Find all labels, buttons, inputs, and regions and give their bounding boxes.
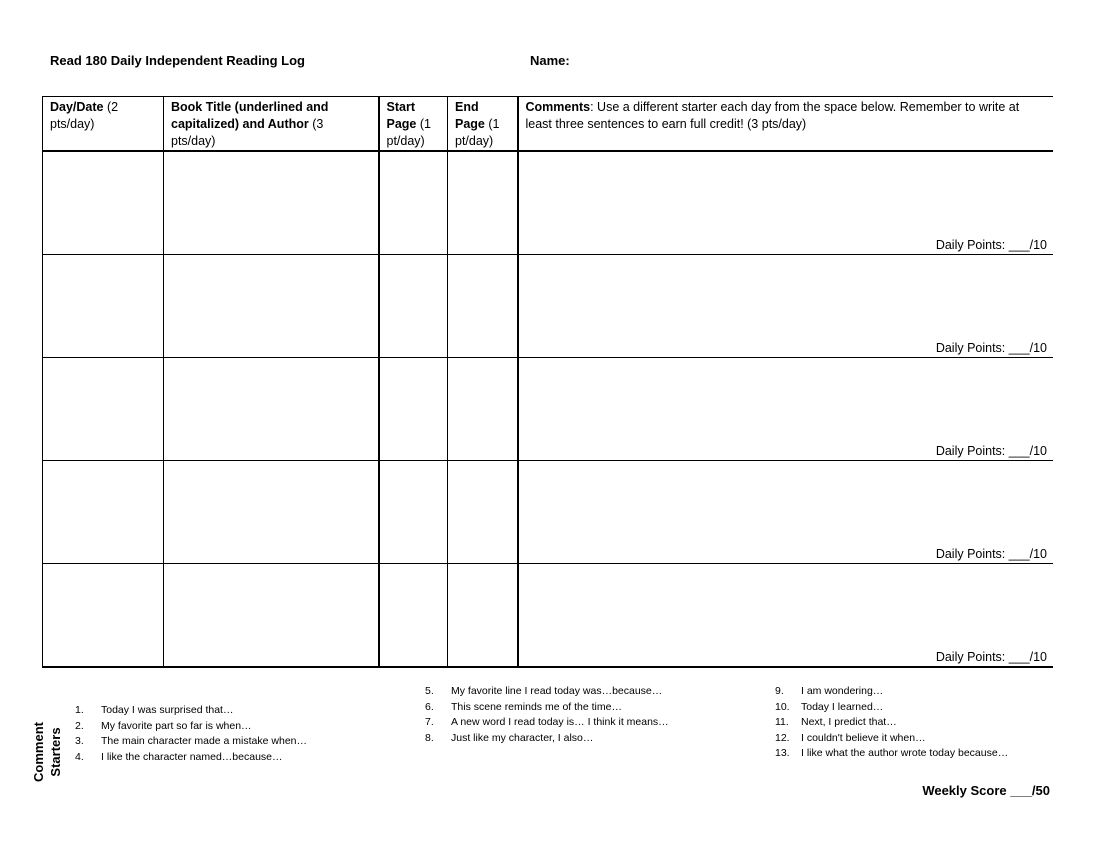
starters-list-2 bbox=[425, 684, 669, 746]
starters-list-1 bbox=[75, 703, 307, 765]
list-item: 7. A new word I read today is… I think it means… bbox=[425, 716, 669, 728]
col-comments: Comments: Use a different starter each day from the space below. Remember to write at least three sentences to earn full credit! (3 pts/day) bbox=[518, 97, 1054, 152]
end-page-cell[interactable] bbox=[448, 358, 518, 461]
day-date-cell[interactable] bbox=[43, 564, 164, 668]
starters-list-3 bbox=[775, 684, 1008, 762]
day-date-cell[interactable] bbox=[43, 151, 164, 255]
start-page-cell[interactable] bbox=[379, 255, 448, 358]
list-item: 2. My favorite part so far is when… bbox=[75, 719, 252, 732]
table-row bbox=[43, 564, 1054, 668]
header-row bbox=[43, 97, 1054, 152]
list-item: 10. Today I learned… bbox=[775, 700, 884, 713]
reading-log-table bbox=[42, 96, 1053, 668]
comments-cell[interactable] bbox=[518, 564, 1054, 668]
list-item: 4. I like the character named…because… bbox=[75, 750, 283, 763]
day-date-cell[interactable] bbox=[43, 358, 164, 461]
end-page-cell[interactable] bbox=[448, 564, 518, 668]
table-row bbox=[43, 151, 1054, 255]
day-date-cell[interactable] bbox=[43, 255, 164, 358]
list-item: 12. I couldn't believe it when… bbox=[775, 731, 926, 744]
start-page-cell[interactable] bbox=[379, 151, 448, 255]
start-page-cell[interactable] bbox=[379, 461, 448, 564]
list-item: 3. The main character made a mistake when… bbox=[75, 735, 308, 747]
start-page-cell[interactable] bbox=[379, 358, 448, 461]
comments-cell[interactable] bbox=[518, 358, 1054, 461]
comments-cell[interactable] bbox=[518, 255, 1054, 358]
table-row bbox=[43, 358, 1054, 461]
name-label: Name: bbox=[530, 53, 570, 68]
end-page-cell[interactable] bbox=[448, 151, 518, 255]
comments-cell[interactable] bbox=[518, 461, 1054, 564]
col-book-title: Book Title (underlined and capitalized) and Author (3 pts/day) bbox=[164, 97, 379, 152]
list-item: 8. Just like my character, I also… bbox=[425, 731, 594, 744]
col-day-date: Day/Date (2 pts/day) bbox=[43, 97, 164, 152]
daily-points: Daily Points: ___/10 bbox=[935, 650, 1047, 664]
daily-points: Daily Points: ___/10 bbox=[935, 238, 1047, 252]
list-item: 5. My favorite line I read today was…because… bbox=[425, 685, 663, 697]
daily-points: Daily Points: ___/10 bbox=[935, 547, 1047, 561]
table-row bbox=[43, 255, 1054, 358]
end-page-cell[interactable] bbox=[448, 461, 518, 564]
book-title-cell[interactable] bbox=[164, 461, 379, 564]
book-title-cell[interactable] bbox=[164, 255, 379, 358]
book-title-cell[interactable] bbox=[164, 564, 379, 668]
list-item: 13. I like what the author wrote today because… bbox=[775, 747, 1009, 759]
book-title-cell[interactable] bbox=[164, 358, 379, 461]
daily-points: Daily Points: ___/10 bbox=[935, 444, 1047, 458]
list-item: 6. This scene reminds me of the time… bbox=[425, 700, 622, 713]
table-row bbox=[43, 461, 1054, 564]
list-item: 1. Today I was surprised that… bbox=[75, 704, 234, 716]
list-item: 9. I am wondering… bbox=[775, 685, 884, 697]
book-title-cell[interactable] bbox=[164, 151, 379, 255]
day-date-cell[interactable] bbox=[43, 461, 164, 564]
weekly-score: Weekly Score ___/50 bbox=[922, 783, 1050, 798]
start-page-cell[interactable] bbox=[379, 564, 448, 668]
page-title: Read 180 Daily Independent Reading Log bbox=[50, 53, 305, 68]
comment-starters-label: Comment Starters bbox=[31, 722, 63, 782]
list-item: 11. Next, I predict that… bbox=[775, 716, 897, 728]
comments-cell[interactable] bbox=[518, 151, 1054, 255]
col-start-page: Start Page (1 pt/day) bbox=[379, 97, 448, 152]
col-end-page: End Page (1 pt/day) bbox=[448, 97, 518, 152]
end-page-cell[interactable] bbox=[448, 255, 518, 358]
daily-points: Daily Points: ___/10 bbox=[935, 341, 1047, 355]
